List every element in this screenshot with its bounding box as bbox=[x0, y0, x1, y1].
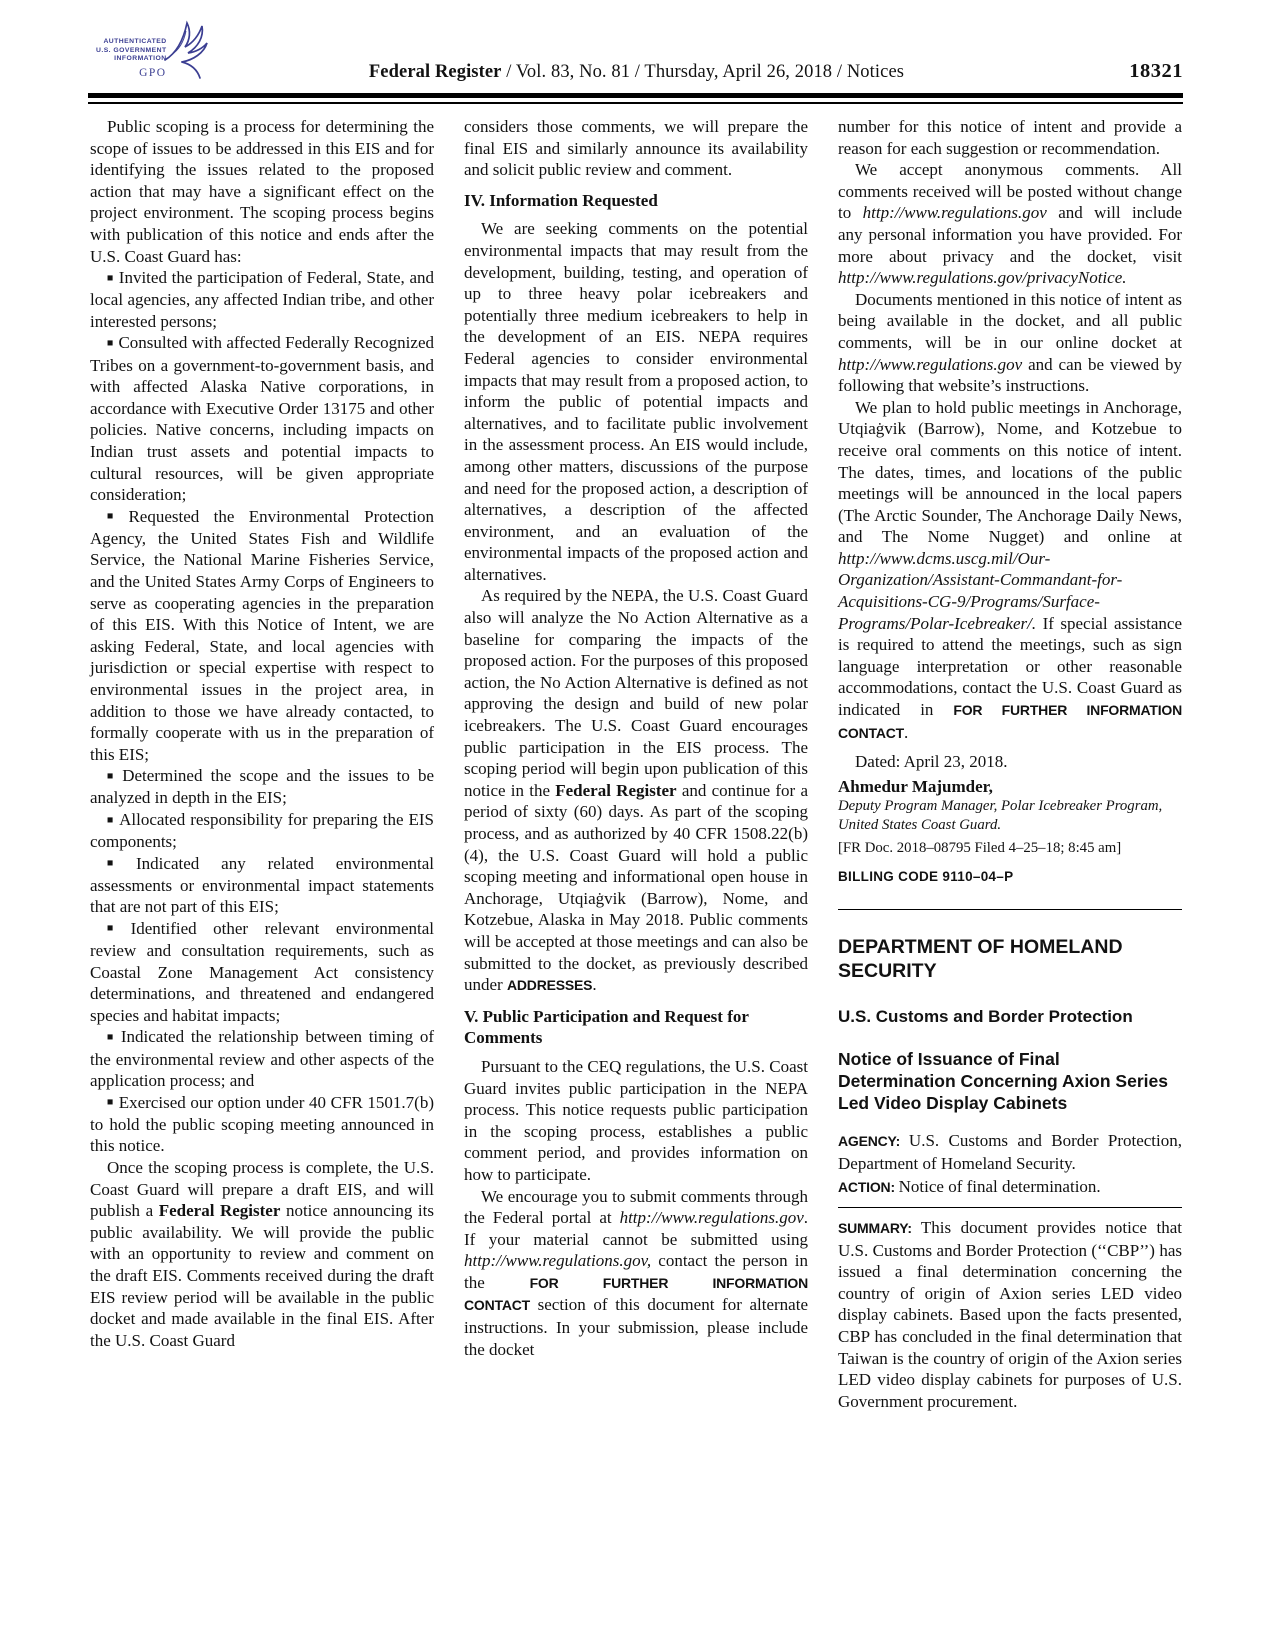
paragraph: Public scoping is a process for determining the scope of issues to be addressed in this EIS and for identifying the issues related to the proposed action that may have a significant effect on the project environment. The scoping process begins with publication of this notice and ends after the U.S. Coast Guard has: bbox=[90, 117, 434, 266]
section-divider bbox=[838, 909, 1182, 910]
page-number: 18321 bbox=[1129, 60, 1183, 82]
paragraph: Pursuant to the CEQ regulations, the U.S. Coast Guard invites public participation in the NEPA process. This notice requests public participation in the scoping process, establishes a public comment period, and provides information on how to participate. bbox=[464, 1056, 808, 1184]
content-columns bbox=[90, 116, 1183, 1414]
column-2 bbox=[464, 116, 808, 1414]
signature-name: Ahmedur Majumder, bbox=[838, 776, 993, 796]
section-heading: V. Public Participation and Request for Comments bbox=[464, 1006, 749, 1048]
running-head bbox=[90, 62, 1183, 83]
paragraph: As required by the NEPA, the U.S. Coast Guard also will analyze the No Action Alternative as a baseline for comparing the impacts of the proposed action. For the purposes of this proposed action, the No Action Alternative is defined as not approving the design and build of new polar icebreakers. The U.S. Coast Guard encourages public participation in the EIS process. The scoping period will begin upon publication of this notice in the Federal Register and continue for a period of sixty (60) days. As part of the scoping process, and as authorized by 40 CFR 1508.22(b)(4), the U.S. Coast Guard will hold a public scoping meeting and informational open house in Anchorage, Utqiaġvik (Barrow), Nome, and Kotzebue, Alaska in May 2018. Public comments will be accepted at those meetings and can also be submitted to the docket, as previously described under ADDRESSES. bbox=[464, 586, 809, 995]
field-paragraph: ACTION: Notice of final determination. bbox=[838, 1177, 1101, 1197]
gpo-seal-line: INFORMATION bbox=[114, 55, 167, 63]
agency-heading: U.S. Customs and Border Protection bbox=[838, 1007, 1133, 1027]
paragraph: We plan to hold public meetings in Anchorage, Utqiaġvik (Barrow), Nome, and Kotzebue to receive oral comments on this notice of intent. The dates, times, and locations of the public meetings will be announced in the local papers (The Arctic Sounder, The Anchorage Daily News, and The Nome Nugget) and online at http://www.dcms.uscg.mil/Our-Organization/Assistant-Commandant-for-Acquisitions-CG-9/Programs/Surface-Programs/Polar-Icebreaker/. If special assistance is required to attend the meetings, such as sign language interpretation or other reasonable accommodations, contact the U.S. Coast Guard as indicated in FOR FURTHER INFORMATION CONTACT. bbox=[838, 397, 1182, 742]
field-paragraph: SUMMARY: This document provides notice that U.S. Customs and Border Protection (‘‘CBP’’) has issued a final determination concerning the country of origin of Axion series LED video display cabinets. Based upon the facts presented, CBP has concluded in the final determination that Taiwan is the country of origin of the Axion series LED video display cabinets for purposes of U.S. Government procurement. bbox=[838, 1217, 1182, 1411]
issue-info: / Vol. 83, No. 81 / Thursday, April 26, 2018 / Notices bbox=[501, 62, 905, 82]
gpo-seal-line: U.S. GOVERNMENT bbox=[96, 46, 167, 54]
header-rule-thin bbox=[88, 102, 1183, 104]
bullet-item: ■ Invited the participation of Federal, State, and local agencies, any affected Indian tribe, and other interested persons; bbox=[90, 268, 434, 331]
bullet-item: ■ Exercised our option under 40 CFR 1501.7(b) to hold the public scoping meeting announced in this notice. bbox=[90, 1092, 434, 1156]
paragraph: Once the scoping process is complete, the U.S. Coast Guard will prepare a draft EIS, and will publish a Federal Register notice announcing its public availability. We will provide the public with an opportunity to review and comment on the draft EIS. Comments received during the draft EIS review period will be available in the public docket and made available in the final EIS. After the U.S. Coast Guard bbox=[90, 1158, 434, 1350]
journal-title: Federal Register bbox=[368, 62, 502, 82]
section-heading: IV. Information Requested bbox=[464, 190, 658, 210]
bullet-item: ■ Determined the scope and the issues to be analyzed in depth in the EIS; bbox=[90, 766, 434, 808]
paragraph-continuation: considers those comments, we will prepare the final EIS and similarly announce its availability and solicit public review and comment. bbox=[464, 117, 808, 180]
fr-doc-line: [FR Doc. 2018–08795 Filed 4–25–18; 8:45 am] bbox=[838, 839, 1122, 856]
field-paragraph: AGENCY: U.S. Customs and Border Protection, Department of Homeland Security. bbox=[838, 1131, 1182, 1173]
bullet-item: ■ Allocated responsibility for preparing the EIS components; bbox=[90, 810, 434, 852]
column-1 bbox=[90, 116, 434, 1414]
notice-title: Notice of Issuance of Final Determination Concerning Axion Series Led Video Display Cabinets bbox=[838, 1049, 1168, 1114]
gpo-seal-acronym: GPO bbox=[139, 66, 167, 79]
department-heading: DEPARTMENT OF HOMELAND SECURITY bbox=[838, 936, 1123, 982]
paragraph-continuation: number for this notice of intent and provide a reason for each suggestion or recommendation. bbox=[838, 117, 1182, 158]
signature-title: Deputy Program Manager, Polar Icebreaker Program, United States Coast Guard. bbox=[838, 798, 1163, 833]
signature-date: Dated: April 23, 2018. bbox=[855, 752, 1008, 772]
bullet-item: ■ Identified other relevant environmental review and consultation requirements, such as Coastal Zone Management Act consistency determinations, and threatened and endangered species and habitat impacts; bbox=[90, 918, 435, 1025]
column-3 bbox=[838, 116, 1182, 1414]
bullet-item: ■ Indicated the relationship between timing of the environmental review and other aspects of the application process; and bbox=[90, 1027, 435, 1091]
paragraph: We are seeking comments on the potential environmental impacts that may result from the development, building, testing, and operation of up to three heavy polar icebreakers and potentially three medium icebreakers to help in the development of an EIS. NEPA requires Federal agencies to consider environmental impacts that may result from a proposed action, to inform the public of potential impacts and alternatives, and to facilitate public involvement in the assessment process. An EIS would include, among other matters, discussions of the purpose and need for the proposed action, a description of alternatives, a description of the affected environment, and an evaluation of the environmental impacts of the proposed action and alternatives. bbox=[464, 219, 808, 584]
bullet-item: ■ Consulted with affected Federally Recognized Tribes on a government-to-government basis, and with affected Alaska Native corporations, in accordance with Executive Order 13175 and other policies. Native concerns, including impacts on Indian trust assets and potential impacts to cultural resources, will be given appropriate consideration; bbox=[90, 333, 434, 505]
bullet-item: ■ Indicated any related environmental assessments or environmental impact statements that are not part of this EIS; bbox=[90, 853, 434, 917]
paragraph: We accept anonymous comments. All comments received will be posted without change to http://www.regulations.gov and will include any personal information you have provided. For more about privacy and the docket, visit http://www.regulations.gov/privacyNotice. bbox=[838, 160, 1182, 288]
paragraph: We encourage you to submit comments through the Federal portal at http://www.regulations.gov. If your material cannot be submitted using http://www.regulations.gov, contact the person in the FOR FURTHER INFORMATION CONTACT section of this document for alternate instructions. In your submission, please include the docket bbox=[464, 1186, 808, 1359]
billing-code: BILLING CODE 9110–04–P bbox=[838, 868, 1014, 884]
gpo-seal-line: AUTHENTICATED bbox=[103, 38, 167, 45]
header-rule-thick bbox=[88, 93, 1183, 98]
paragraph: Documents mentioned in this notice of intent as being available in the docket, and all public comments, will be in our online docket at http://www.regulations.gov and can be viewed by following that website’s instructions. bbox=[838, 289, 1182, 396]
bullet-item: ■ Requested the Environmental Protection Agency, the United States Fish and Wildlife Service, the National Marine Fisheries Service, and the United States Army Corps of Engineers to serve as cooperating agencies in the preparation of this EIS. With this Notice of Intent, we are asking Federal, State, and local agencies with jurisdiction or special expertise with respect to environmental issues in the project area, in addition to those we have already contacted, to formally cooperate with us in the preparation of this EIS; bbox=[90, 506, 434, 764]
field-divider bbox=[838, 1207, 1182, 1208]
